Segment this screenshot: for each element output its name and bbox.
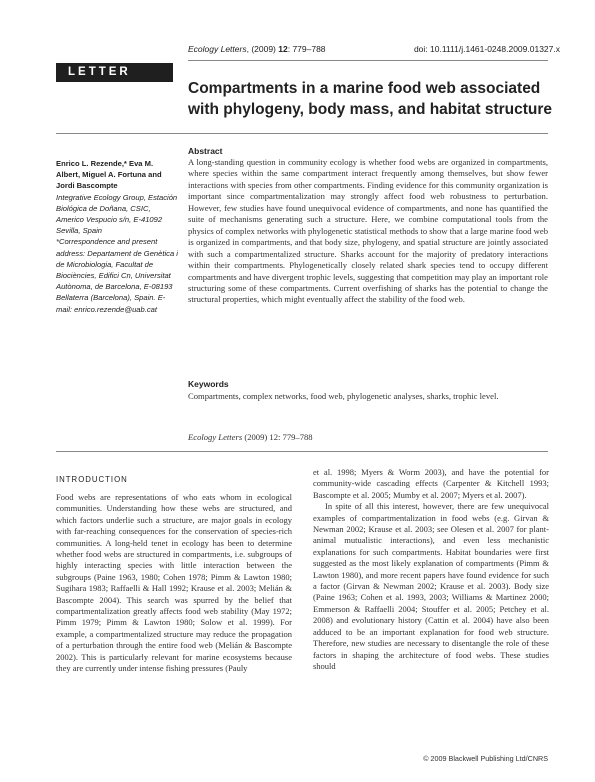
header-rule xyxy=(188,60,548,61)
section-heading-introduction: INTRODUCTION xyxy=(56,475,128,484)
journal-pages: : 779–788 xyxy=(287,44,326,54)
abstract-text: A long-standing question in community ecology is whether food webs are organized in compartments, where species within the same compartment interact frequently among themselves, but show fewer interactions with species from other compartments. Finding evidence for this community organization is important since compartmentalization may strongly affect food web robustness to perturbation. However, few studies have found unequivocal evidence of compartments, and none has quantified the suite of mechanisms generating such a structure. Here, we combine computational tools from the physics of complex networks with phylogenetic statistical methods to show that a large marine food web is organized in compartments, and that body size, phylogeny, and spatial structure are jointly associated with such a compartmentalized structure. Sharks account for the majority of predatory interactions within their compartments. Phylogenetically closely related shark species tend to occupy different compartments and have divergent trophic levels, suggesting that competition may play an important role structuring some of these compartments. Current overfishing of sharks has the potential to change the structural properties, which might eventually affect the stability of the food web. xyxy=(188,157,548,305)
author-affiliation: Integrative Ecology Group, Estación Biológica de Doñana, CSIC, Americo Vespucio s/n, E-41092 Sevilla, Spain xyxy=(56,192,178,236)
abstract-heading: Abstract xyxy=(188,146,223,156)
doi[interactable]: doi: 10.1111/j.1461-0248.2009.01327.x xyxy=(413,44,560,54)
journal-volume: 12 xyxy=(278,44,288,54)
article-title: Compartments in a marine food web associated with phylogeny, body mass, and habitat structure xyxy=(188,80,553,118)
citation-journal: Ecology Letters xyxy=(188,432,243,442)
copyright-notice: © 2009 Blackwell Publishing Ltd/CNRS xyxy=(423,754,548,763)
title-rule xyxy=(56,133,548,134)
journal-reference xyxy=(188,44,326,54)
journal-year: , (2009) xyxy=(246,44,279,54)
keywords-text: Compartments, complex networks, food web, phylogenetic analyses, sharks, trophic level. xyxy=(188,391,499,401)
correspondence-address: *Correspondence and present address: Departament de Genètica i de Microbiologia, Facultat de Biociències, Edifici Cn, Universitat Autònoma, de Barcelona, E-08193 Bellaterra (Barcelona), Spain. E-mail: enrico.rezende@uab.cat xyxy=(56,237,178,314)
journal-name: Ecology Letters xyxy=(188,44,247,54)
citation-line xyxy=(188,432,313,442)
paragraph: In spite of all this interest, however, there are few unequivocal examples of compartmentalization in food webs (e.g. Girvan & Newman 2002; Krause et al. 2003; see Olesen et al. 2007 for plant-animal mutualistic interactions), and even less mechanistic explanations for such compartments. Habitat boundaries were first suggested as the most likely explanation of compartments (Pimm & Lawton 1980), and more recent papers have found evidence for such a factor (Girvan & Newman 2002; Krause et al. 2003). Body size (Paine 1963; Cohen et al. 1993, 2003; Williams & Martinez 2000; Emmerson & Raffaelli 2004; Stouffer et al. 2005; Petchey et al. 2008) and evolutionary history (Cattin et al. 2004) have also been adduced to be an important explanation for food web structure. Therefore, new studies are necessary to disentangle the role of these factors in shaping the architecture of food webs. These studies should xyxy=(313,501,549,671)
keywords-heading: Keywords xyxy=(188,379,229,389)
paragraph: et al. 1998; Myers & Worm 2003), and have the potential for community-wide cascading effects (Carpenter & Kitchell 1993; Bascompte et al. 2005; Mumby et al. 2007; Myers et al. 2007). xyxy=(313,467,549,500)
abstract-rule xyxy=(56,451,548,452)
body-column-right xyxy=(313,467,549,672)
citation-details: (2009) 12: 779–788 xyxy=(242,432,313,442)
author-block xyxy=(56,158,178,315)
author-names: Enrico L. Rezende,* Eva M. Albert, Miguel A. Fortuna and Jordi Bascompte xyxy=(56,159,162,191)
article-type-badge: LETTER xyxy=(56,63,173,82)
body-column-left: Food webs are representations of who eats whom in ecological communities. Understanding how these webs are structured, and which factors underlie such a structure, are major goals in ecology with far-reaching consequences for the conservation of species-rich communities. A long-held tenet in ecology has been to determine whether food webs are structured in compartments, i.e. subgroups of highly interacting species with little interaction between the subgroups (Paine 1963, 1980; Cohen 1978; Pimm & Lawton 1980; Sugihara 1983; Raffaelli & Hall 1992; Krause et al. 2003; Melián & Bascompte 2004). This search was spurred by the belief that compartmentalization greatly affects food web stability (May 1972; Pimm 1979; Pimm & Lawton 1980; Solow et al. 1999). For example, a compartmentalized structure may reduce the propagation of a perturbation through the entire food web (Melián & Bascompte 2002). This is particularly relevant for marine ecosystems because they are currently under intense fishing pressures (Pauly xyxy=(56,492,292,674)
